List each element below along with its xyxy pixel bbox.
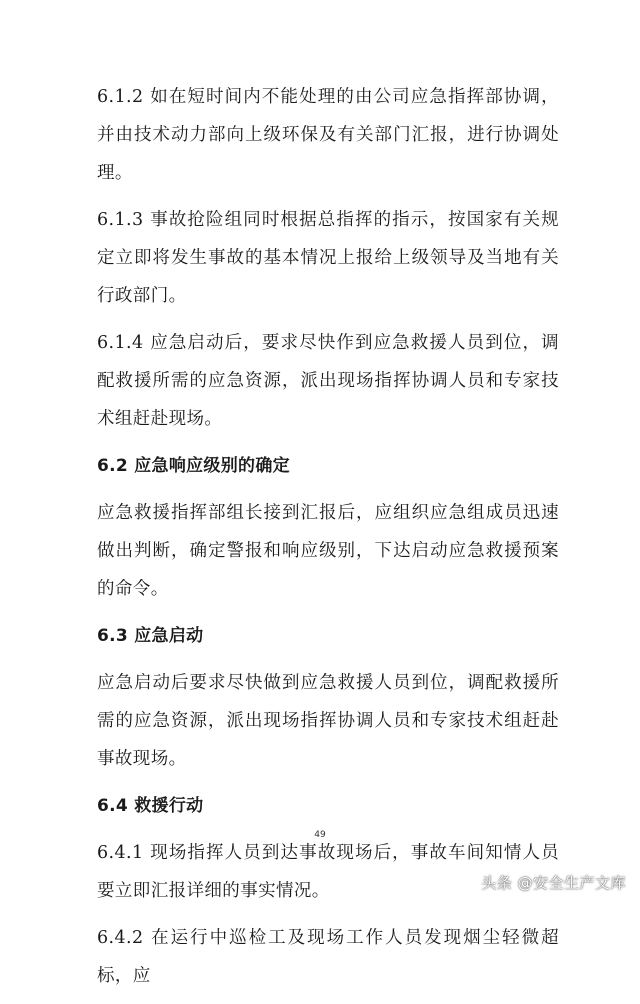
paragraph-6-1-4: 6.1.4 应急启动后，要求尽快作到应急救援人员到位，调配救援所需的应急资源，派出现场指挥协调人员和专家技术组赶赴现场。: [97, 333, 559, 429]
paragraph-6-1-2: 6.1.2 如在短时间内不能处理的由公司应急指挥部协调，并由技术动力部向上级环保及有关部门汇报，进行协调处理。: [97, 87, 559, 183]
section-heading-6-4: 6.4 救援行动: [97, 796, 204, 816]
paragraph-6-4-2: 6.4.2 在运行中巡检工及现场工作人员发现烟尘轻微超标，应: [97, 928, 559, 986]
paragraph-6-2: 应急救援指挥部组长接到汇报后，应组织应急组成员迅速做出判断，确定警报和响应级别，下达启动应急救援预案的命令。: [97, 503, 559, 599]
paragraph-6-4-1: 6.4.1 现场指挥人员到达事故现场后，事故车间知情人员要立即汇报详细的事实情况。: [97, 843, 559, 901]
section-heading-6-2: 6.2 应急响应级别的确定: [97, 456, 290, 476]
section-heading-6-3: 6.3 应急启动: [97, 626, 204, 646]
paragraph-6-1-3: 6.1.3 事故抢险组同时根据总指挥的指示，按国家有关规定立即将发生事故的基本情况上报给上级领导及当地有关行政部门。: [97, 210, 559, 306]
document-body: [97, 78, 559, 1004]
paragraph-6-3: 应急启动后要求尽快做到应急救援人员到位，调配救援所需的应急资源，派出现场指挥协调人员和专家技术组赶赴事故现场。: [97, 673, 559, 769]
page-number: 49: [314, 830, 326, 840]
source-watermark: 头条 @安全生产文库: [481, 874, 626, 892]
